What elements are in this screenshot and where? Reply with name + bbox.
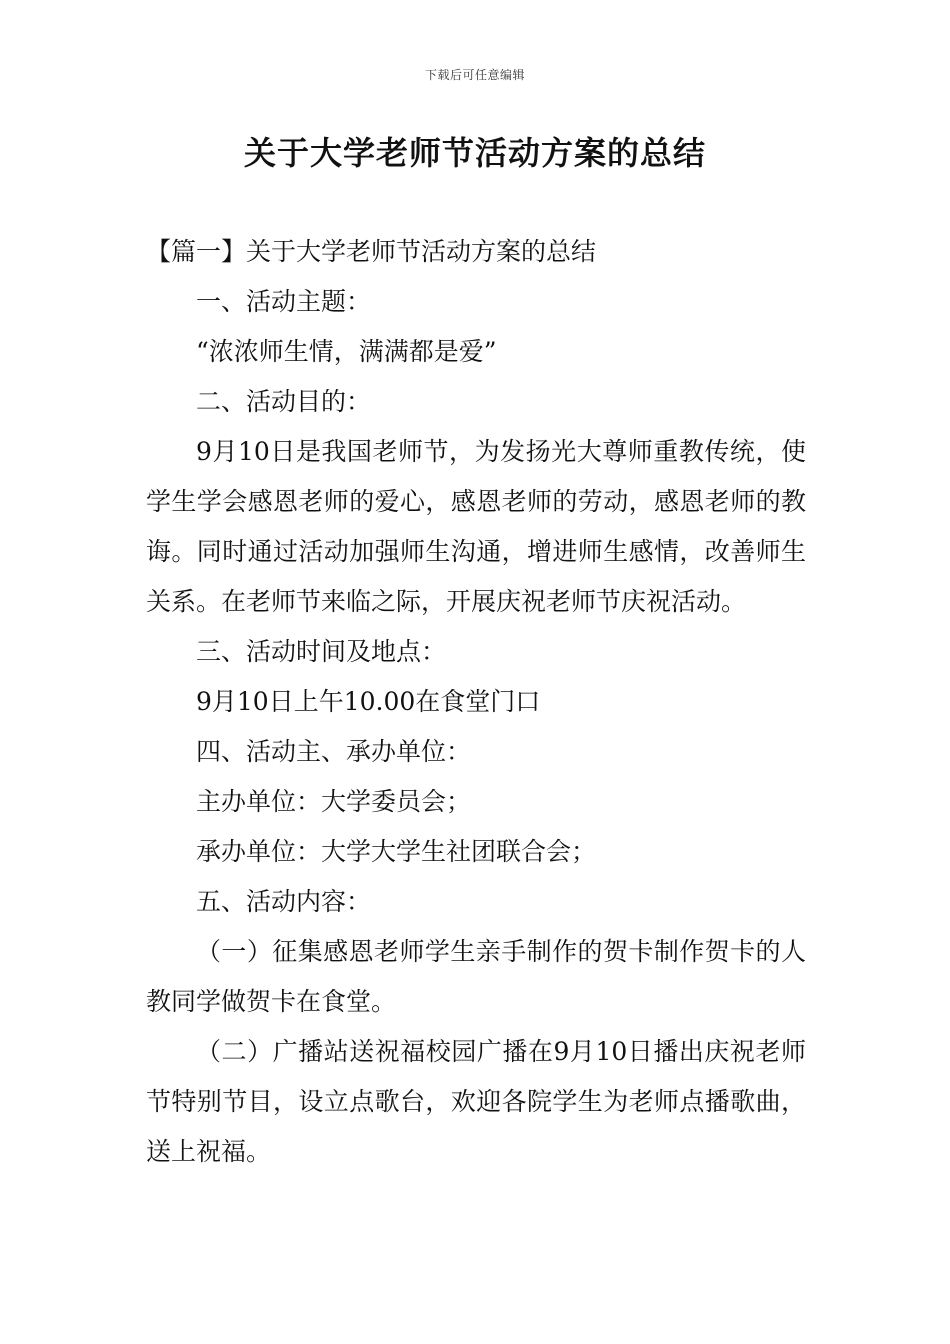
paragraph-content-1: （一）征集感恩老师学生亲手制作的贺卡制作贺卡的人教同学做贺卡在食堂。 bbox=[146, 937, 806, 1016]
paragraph-content-heading: 五、活动内容： bbox=[196, 887, 372, 916]
paragraph-host: 主办单位：大学委员会； bbox=[196, 787, 472, 816]
header-note: 下载后可任意编辑 bbox=[424, 68, 525, 82]
section-heading: 【篇一】关于大学老师节活动方案的总结 bbox=[146, 237, 597, 266]
document-title: 关于大学老师节活动方案的总结 bbox=[243, 134, 706, 172]
paragraph-organizer-heading: 四、活动主、承办单位： bbox=[196, 737, 472, 766]
paragraph-purpose-heading: 二、活动目的： bbox=[196, 387, 372, 416]
paragraph-time: 9月10日上午10.00在食堂门口 bbox=[196, 687, 541, 716]
paragraph-purpose: 9月10日是我国老师节，为发扬光大尊师重教传统，使学生学会感恩老师的爱心，感恩老师的劳动，感恩老师的教诲。同时通过活动加强师生沟通，增进师生感情，改善师生关系。在老师节来临之际，开展庆祝老师节庆祝活动。 bbox=[146, 437, 806, 616]
paragraph-co-host: 承办单位：大学大学生社团联合会； bbox=[196, 837, 597, 866]
paragraph-content-2: （二）广播站送祝福校园广播在9月10日播出庆祝老师节特别节目，设立点歌台，欢迎各院学生为老师点播歌曲，送上祝福。 bbox=[146, 1037, 806, 1166]
paragraph-time-heading: 三、活动时间及地点： bbox=[196, 637, 447, 666]
paragraph-theme-heading: 一、活动主题： bbox=[196, 287, 372, 316]
document-body bbox=[146, 227, 806, 1177]
paragraph-theme: “浓浓师生情，满满都是爱” bbox=[196, 337, 497, 366]
